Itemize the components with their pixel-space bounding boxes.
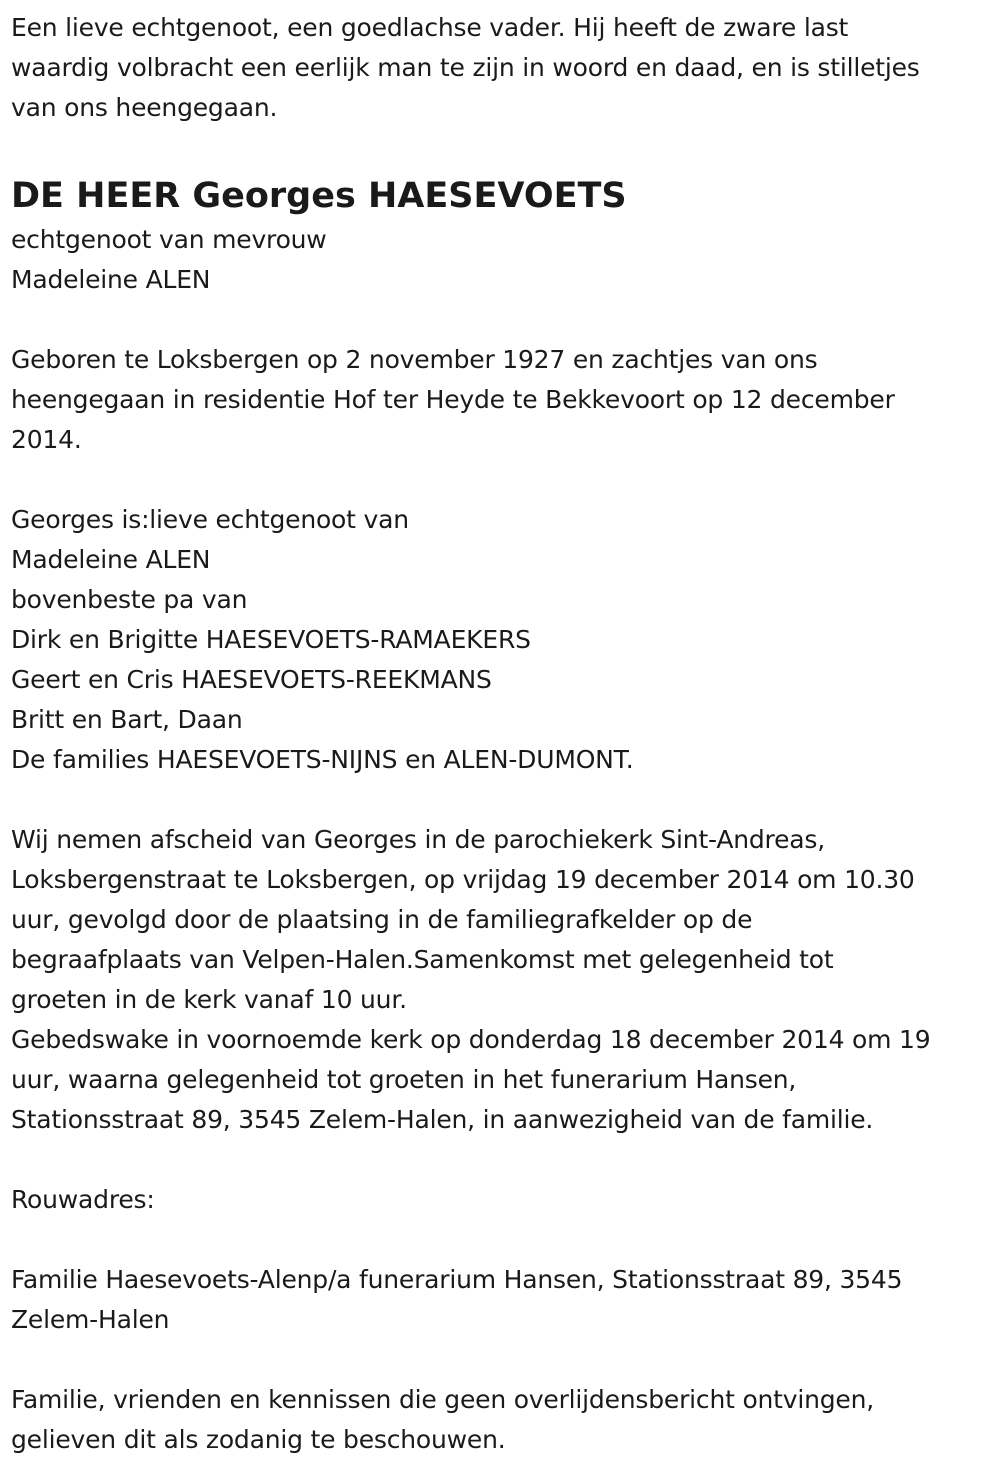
- birth-death-paragraph: [11, 340, 996, 460]
- spacer: [11, 1140, 996, 1180]
- funeral-line: uur, waarna gelegenheid tot groeten in het funerarium Hansen,: [11, 1065, 797, 1094]
- birth-death-line: Geboren te Loksbergen op 2 november 1927 en zachtjes van ons: [11, 345, 818, 374]
- spacer: [11, 1340, 996, 1380]
- family-line: Geert en Cris HAESEVOETS-REEKMANS: [11, 665, 492, 694]
- spacer: [11, 460, 996, 500]
- spacer: [11, 128, 996, 172]
- family-line: Madeleine ALEN: [11, 545, 211, 574]
- spacer: [11, 1220, 996, 1260]
- mourning-address-line: Familie Haesevoets-Alenp/a funerarium Hansen, Stationsstraat 89, 3545: [11, 1265, 903, 1294]
- family-list: [11, 500, 996, 780]
- funeral-line: Loksbergenstraat te Loksbergen, op vrijdag 19 december 2014 om 10.30: [11, 865, 915, 894]
- mourning-address: [11, 1260, 996, 1340]
- spouse-line: Madeleine ALEN: [11, 265, 211, 294]
- family-line: Britt en Bart, Daan: [11, 705, 243, 734]
- funeral-line: begraafplaats van Velpen-Halen.Samenkomst met gelegenheid tot: [11, 945, 834, 974]
- spouse-line: echtgenoot van mevrouw: [11, 225, 327, 254]
- mourning-address-label: Rouwadres:: [11, 1185, 155, 1214]
- funeral-line: Gebedswake in voornoemde kerk op donderdag 18 december 2014 om 19: [11, 1025, 931, 1054]
- spouse-block: [11, 220, 996, 300]
- intro-line: Een lieve echtgenoot, een goedlachse vader. Hij heeft de zware last: [11, 13, 849, 42]
- intro-line: van ons heengegaan.: [11, 93, 278, 122]
- funeral-line: Stationsstraat 89, 3545 Zelem-Halen, in aanwezigheid van de familie.: [11, 1105, 874, 1134]
- spacer: [11, 780, 996, 820]
- closing-line: gelieven dit als zodanig te beschouwen.: [11, 1425, 506, 1454]
- mourning-address-line: Zelem-Halen: [11, 1305, 170, 1334]
- obituary-document: [11, 8, 996, 1460]
- intro-paragraph: [11, 8, 996, 128]
- birth-death-line: 2014.: [11, 425, 82, 454]
- spacer: [11, 300, 996, 340]
- birth-death-line: heengegaan in residentie Hof ter Heyde te Bekkevoort op 12 december: [11, 385, 895, 414]
- closing-paragraph: [11, 1380, 996, 1460]
- family-line: Dirk en Brigitte HAESEVOETS-RAMAEKERS: [11, 625, 531, 654]
- family-line: bovenbeste pa van: [11, 585, 248, 614]
- funeral-line: Wij nemen afscheid van Georges in de parochiekerk Sint-Andreas,: [11, 825, 825, 854]
- family-line: Georges is:lieve echtgenoot van: [11, 505, 409, 534]
- deceased-name-heading: DE HEER Georges HAESEVOETS: [11, 176, 627, 216]
- funeral-paragraph: [11, 820, 996, 1140]
- closing-line: Familie, vrienden en kennissen die geen overlijdensbericht ontvingen,: [11, 1385, 875, 1414]
- intro-line: waardig volbracht een eerlijk man te zijn in woord en daad, en is stilletjes: [11, 53, 920, 82]
- funeral-line: groeten in de kerk vanaf 10 uur.: [11, 985, 407, 1014]
- family-line: De families HAESEVOETS-NIJNS en ALEN-DUMONT.: [11, 745, 634, 774]
- funeral-line: uur, gevolgd door de plaatsing in de familiegrafkelder op de: [11, 905, 753, 934]
